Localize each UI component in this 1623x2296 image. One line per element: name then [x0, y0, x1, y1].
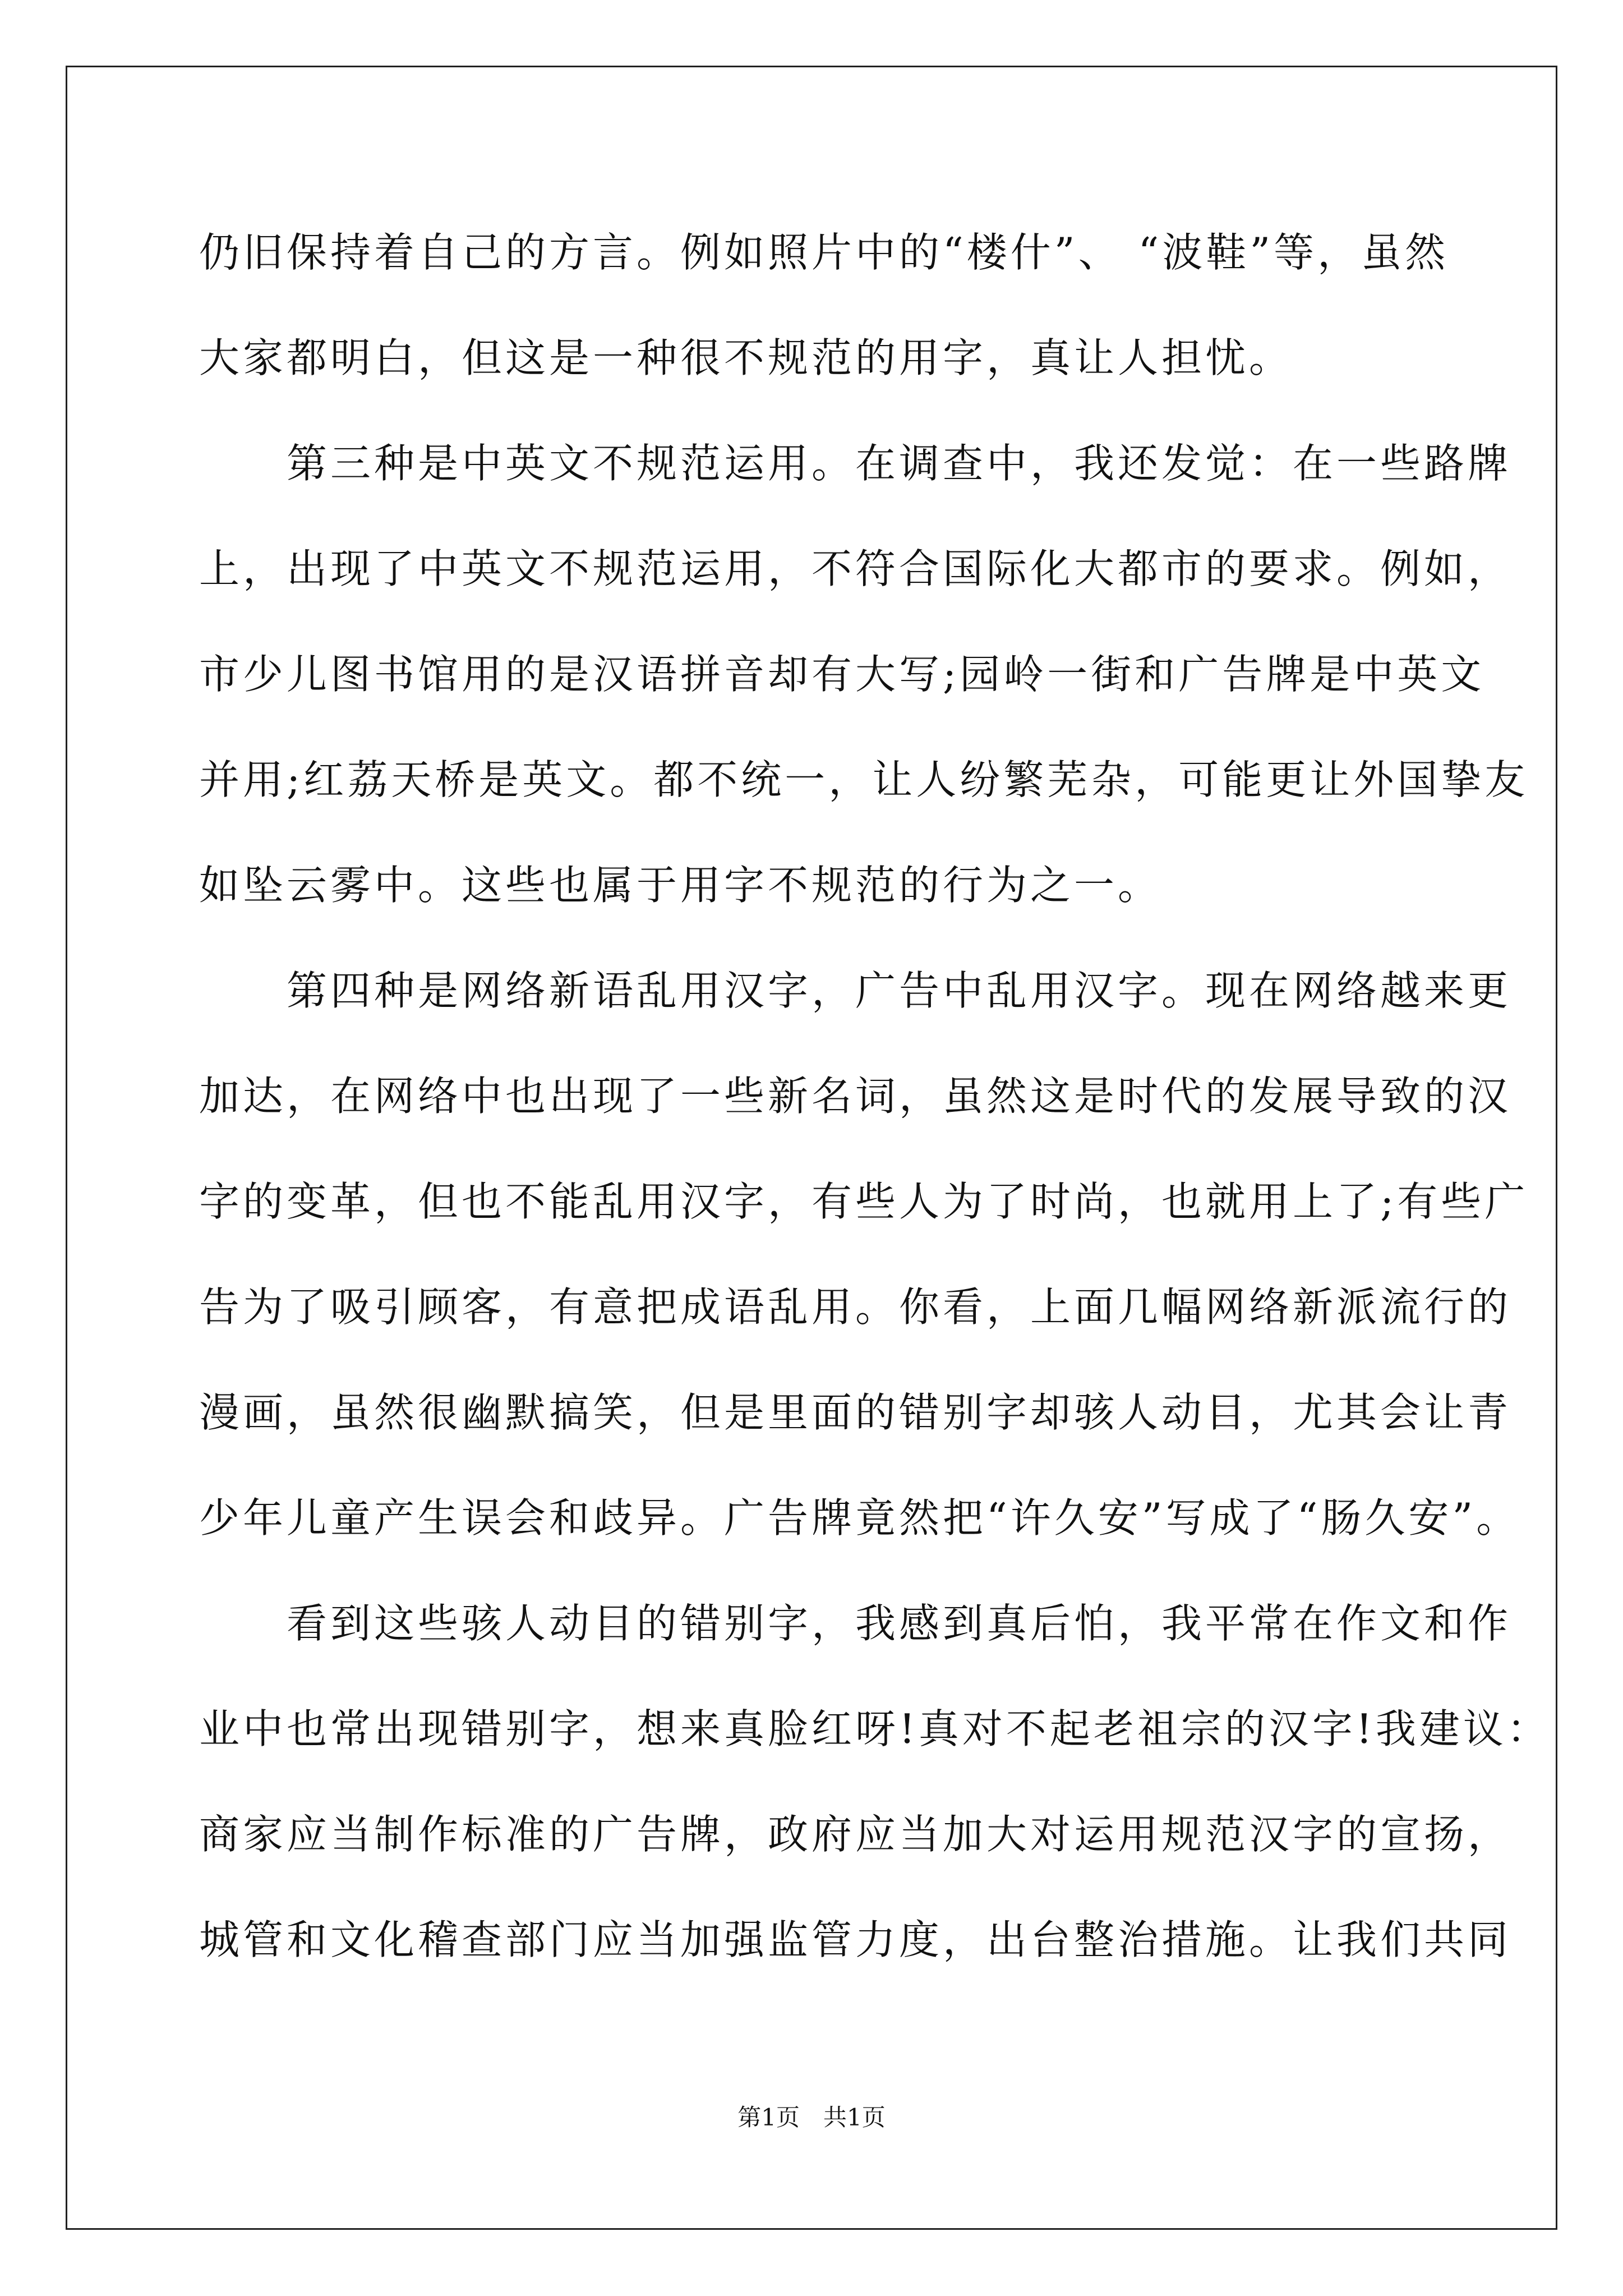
page-number-footer: 第1页 共1页: [737, 2104, 886, 2131]
text-line: 看到这些骇人动目的错别字，我感到真后怕，我平常在作文和作: [199, 1600, 1512, 1647]
text-line: 大家都明白，但这是一种很不规范的用字，真让人担忧。: [199, 334, 1293, 381]
text-line: 加达，在网络中也出现了一些新名词，虽然这是时代的发展导致的汉: [199, 1073, 1512, 1120]
page-border: [66, 66, 1557, 2230]
text-line: 商家应当制作标准的广告牌，政府应当加大对运用规范汉字的宣扬，: [199, 1811, 1512, 1858]
text-line: 第三种是中英文不规范运用。在调查中，我还发觉：在一些路牌: [199, 440, 1512, 487]
text-line: 城管和文化稽查部门应当加强监管力度，出台整治措施。让我们共同: [199, 1916, 1512, 1963]
text-line: 漫画，虽然很幽默搞笑，但是里面的错别字却骇人动目，尤其会让青: [199, 1389, 1512, 1436]
text-line: 第四种是网络新语乱用汉字，广告中乱用汉字。现在网络越来更: [199, 967, 1512, 1014]
text-line: 业中也常出现错别字，想来真脸红呀!真对不起老祖宗的汉字!我建议：: [199, 1705, 1551, 1752]
text-line: 仍旧保持着自己的方言。例如照片中的“楼什”、 “波鞋”等，虽然: [199, 229, 1449, 276]
text-line: 字的变革，但也不能乱用汉字，有些人为了时尚，也就用上了;有些广: [199, 1178, 1529, 1225]
text-line: 如坠云雾中。这些也属于用字不规范的行为之一。: [199, 862, 1162, 909]
text-line: 并用;红荔天桥是英文。都不统一，让人纷繁芜杂，可能更让外国挚友: [199, 756, 1529, 803]
text-line: 市少儿图书馆用的是汉语拼音却有大写;园岭一街和广告牌是中英文: [199, 651, 1485, 698]
text-line: 上，出现了中英文不规范运用，不符合国际化大都市的要求。例如，: [199, 545, 1512, 592]
text-line: 少年儿童产生误会和歧异。广告牌竟然把“许久安”写成了“肠久安”。: [199, 1494, 1520, 1542]
text-line: 告为了吸引顾客，有意把成语乱用。你看，上面几幅网络新派流行的: [199, 1283, 1512, 1331]
